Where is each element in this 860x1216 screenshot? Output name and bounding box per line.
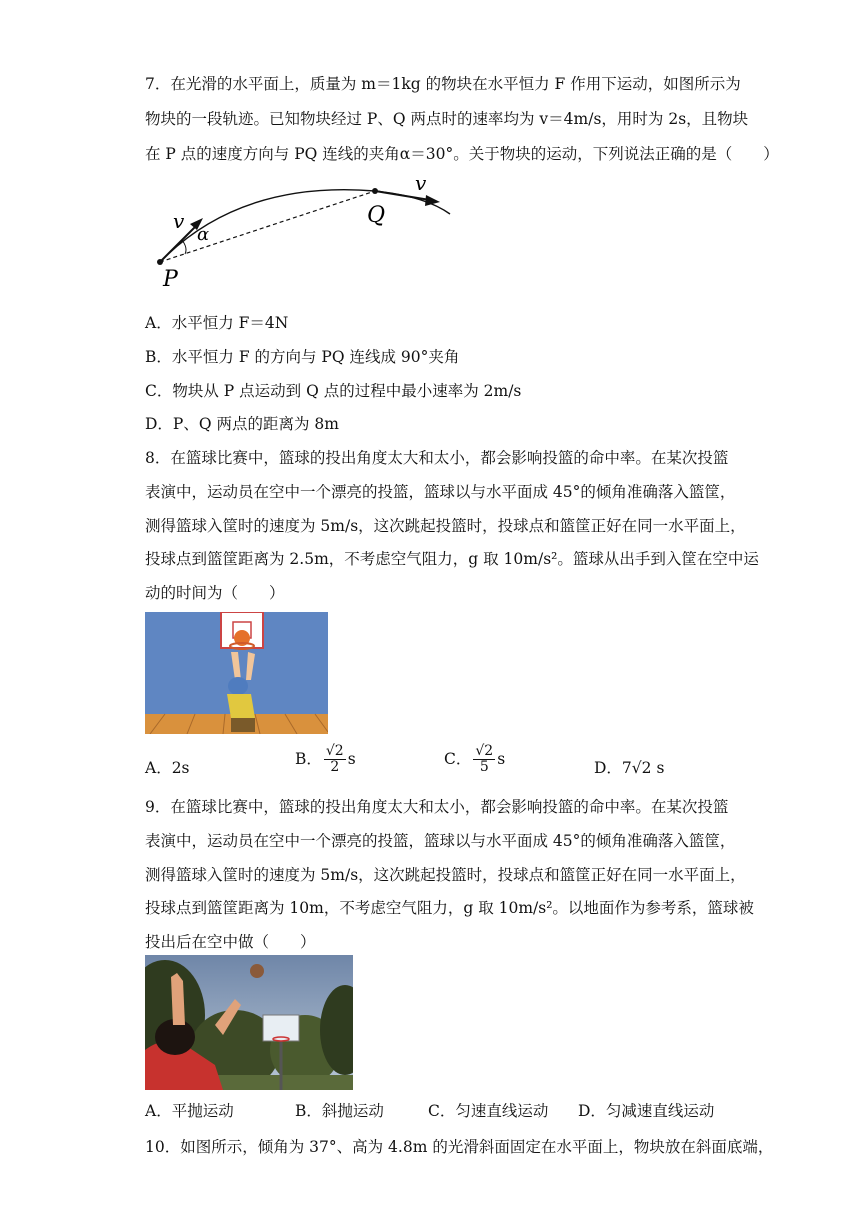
- label-v-p: v: [173, 209, 185, 233]
- q8-option-b-label: B．: [295, 749, 322, 768]
- q9-basketball-photo: [145, 955, 353, 1090]
- q8-option-c-unit: s: [497, 749, 506, 768]
- q7-trajectory-figure: [145, 170, 465, 292]
- q8-line-1: 8．在篮球比赛中，篮球的投出角度太大和太小，都会影响投篮的命中率。在某次投篮: [145, 449, 729, 467]
- q8-option-b-fraction: $\frac{√2}{2}$: [325, 743, 344, 776]
- q8-line-5: 动的时间为（ ）: [145, 584, 285, 602]
- q9-option-b: B．斜抛运动: [295, 1102, 384, 1120]
- q9-line-1: 9．在篮球比赛中，篮球的投出角度太大和太小，都会影响投篮的命中率。在某次投篮: [145, 798, 729, 816]
- q9-option-c: C．匀速直线运动: [428, 1102, 549, 1120]
- q9-line-2: 表演中，运动员在空中一个漂亮的投篮，篮球以与水平面成 45°的倾角准确落入篮筐，: [145, 832, 736, 850]
- label-q: Q: [367, 203, 386, 228]
- q8-option-a: A．2s: [145, 759, 190, 777]
- point-p: [157, 259, 163, 265]
- q8-option-c-fraction: $\frac{√2}{5}$: [475, 743, 494, 776]
- q8-line-2: 表演中，运动员在空中一个漂亮的投篮，篮球以与水平面成 45°的倾角准确落入篮筐，: [145, 483, 736, 501]
- q8-option-c-label: C．: [444, 749, 472, 768]
- q8-line-3: 测得篮球入筐时的速度为 5m/s，这次跳起投篮时，投球点和篮筐正好在同一水平面上，: [145, 517, 746, 535]
- point-q: [372, 188, 378, 194]
- basketball-icon: [250, 964, 264, 978]
- q8-option-c: [444, 744, 505, 776]
- q8-option-d: D．7√2 s: [594, 759, 665, 777]
- q8-basketball-illustration: [145, 612, 328, 734]
- q7-option-c: C．物块从 P 点运动到 Q 点的过程中最小速率为 2m/s: [145, 382, 522, 400]
- q9-option-a: A．平抛运动: [145, 1102, 234, 1120]
- q7-option-d: D．P、Q 两点的距离为 8m: [145, 415, 339, 433]
- label-v-q: v: [415, 171, 427, 195]
- q7-line-3: 在 P 点的速度方向与 PQ 连线的夹角α＝30°。关于物块的运动，下列说法正确的是（ ）: [145, 145, 779, 163]
- label-alpha: α: [197, 224, 210, 245]
- q8-option-b-unit: s: [347, 749, 356, 768]
- label-p: P: [163, 267, 178, 292]
- q7-line-1: 7．在光滑的水平面上，质量为 m＝1kg 的物块在水平恒力 F 作用下运动，如图所示为: [145, 75, 741, 93]
- pq-dashed-line: [160, 191, 375, 262]
- q8-option-b: [295, 744, 356, 776]
- q9-line-4: 投球点到篮筐距离为 10m，不考虑空气阻力，g 取 10m/s²。以地面作为参考系，篮球被: [145, 899, 754, 917]
- q9-line-5: 投出后在空中做（ ）: [145, 933, 316, 951]
- q7-line-2: 物块的一段轨迹。已知物块经过 P、Q 两点时的速率均为 v＝4m/s，用时为 2s，且物块: [145, 110, 749, 128]
- q8-line-4: 投球点到篮筐距离为 2.5m，不考虑空气阻力，g 取 10m/s²。篮球从出手到入筐在空中运: [145, 550, 759, 568]
- q9-line-3: 测得篮球入筐时的速度为 5m/s，这次跳起投篮时，投球点和篮筐正好在同一水平面上，: [145, 866, 746, 884]
- q10-line-1: 10．如图所示，倾角为 37°、高为 4.8m 的光滑斜面固定在水平面上，物块放在斜面底端，: [145, 1138, 774, 1156]
- q7-option-a: A．水平恒力 F＝4N: [145, 314, 289, 332]
- q7-option-b: B．水平恒力 F 的方向与 PQ 连线成 90°夹角: [145, 348, 460, 366]
- q9-option-d: D．匀减速直线运动: [578, 1102, 715, 1120]
